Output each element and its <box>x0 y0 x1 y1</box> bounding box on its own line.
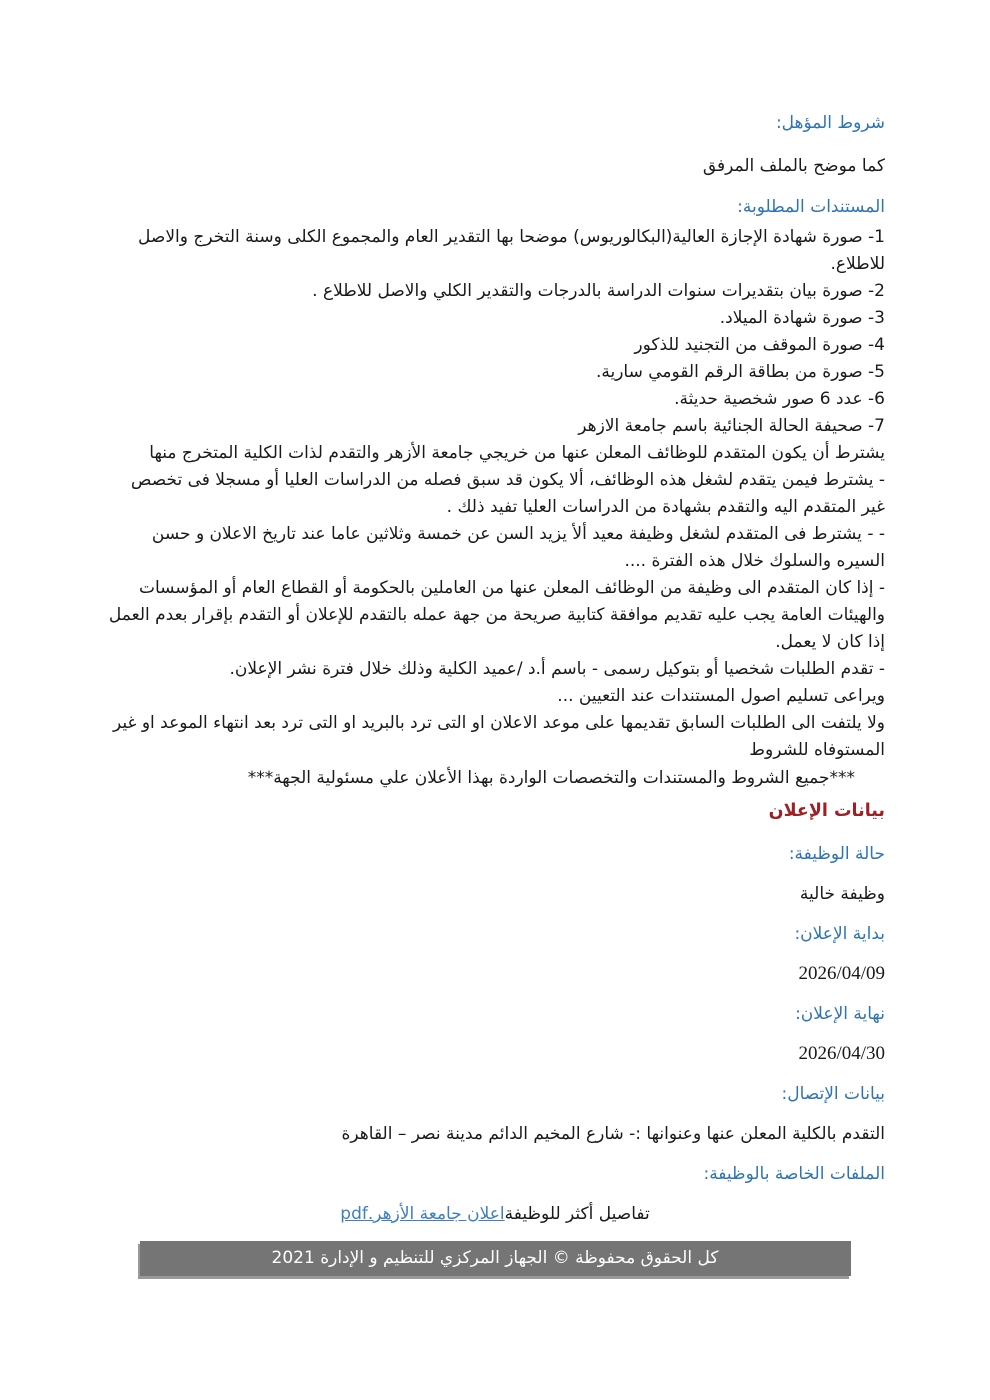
job-file-line <box>105 1203 885 1225</box>
required-document-item: 1- صورة شهادة الإجازة العالية(البكالوريوس) موضحا بها التقدير العام والمجموع الكلى وسنة التخرج والاصل للاطلاع. <box>138 227 885 274</box>
job-files-label: الملفات الخاصة بالوظيفة: <box>703 1164 885 1184</box>
required-document-item: 7- صحيفة الحالة الجنائية باسم جامعة الازهر <box>578 416 885 436</box>
contact-info-label: بيانات الإتصال: <box>781 1084 885 1104</box>
disclaimer-note: ***جميع الشروط والمستندات والتخصصات الواردة بهذا الأعلان علي مسئولية الجهة*** <box>247 768 855 788</box>
announcement-end-date: 2026/04/30 <box>798 1043 885 1064</box>
condition-paragraph: - تقدم الطلبات شخصيا أو بتوكيل رسمى - باسم أ.د /عميد الكلية وذلك خلال فترة نشر الإعلان. <box>229 659 885 679</box>
contact-info-value: التقدم بالكلية المعلن عنها وعنوانها :- شارع المخيم الدائم مدينة نصر – القاهرة <box>341 1124 885 1144</box>
job-status-label: حالة الوظيفة: <box>788 844 885 864</box>
condition-paragraph: - - يشترط فى المتقدم لشغل وظيفة معيد ألأ يزيد السن عن خمسة وثلاثين عاما عند تاريخ الاعلان و حسن السيره والسلوك خلال هذه الفترة .... <box>151 524 885 571</box>
copyright-footer: كل الحقوق محفوظة © الجهاز المركزي للتنظيم و الإدارة 2021 <box>140 1241 851 1276</box>
required-documents-label: المستندات المطلوبة: <box>737 197 885 217</box>
condition-paragraph: - يشترط فيمن يتقدم لشغل هذه الوظائف، ألا يكون قد سبق فصله من الدراسات العليا أو مسجلا فى تخصص غير المتقدم اليه والتقدم بشهادة من الدراسات العليا تفيد ذلك . <box>130 470 885 517</box>
required-document-item: 4- صورة الموقف من التجنيد للذكور <box>634 335 885 355</box>
announcement-start-label: بداية الإعلان: <box>794 924 885 944</box>
condition-paragraph: - إذا كان المتقدم الى وظيفة من الوظائف المعلن عنها من العاملين بالحكومة أو القطاع العام أو المؤسسات والهيئات العامة يجب عليه تقديم موافقة كتابية صريحة من جهة عمله بالتقدم للإعلان أو التقدم بإقرار بعدم العمل إذا كان لا يعمل. <box>108 578 885 652</box>
more-details-text: تفاصيل أكثر للوظيفة <box>504 1204 650 1224</box>
application-conditions <box>105 440 885 764</box>
qualification-conditions-value: كما موضح بالملف المرفق <box>702 156 885 176</box>
required-document-item: 2- صورة بيان بتقديرات سنوات الدراسة بالدرجات والتقدير الكلي والاصل للاطلاع . <box>312 281 885 301</box>
required-documents-list <box>105 224 885 440</box>
condition-paragraph: ولا يلتفت الى الطلبات السابق تقديمها على موعد الاعلان او التى ترد بالبريد او التى ترد بعد انتهاء الموعد او غير المستوفاه للشروط <box>113 713 885 760</box>
required-document-item: 3- صورة شهادة الميلاد. <box>719 308 885 328</box>
announcement-fields <box>105 843 885 1185</box>
condition-paragraph: يشترط أن يكون المتقدم للوظائف المعلن عنها من خريجي جامعة الأزهر والتقدم لذات الكلية المتخرج منها <box>149 443 885 463</box>
required-document-item: 6- عدد 6 صور شخصية حديثة. <box>674 389 885 409</box>
qualification-conditions-label: شروط المؤهل: <box>775 113 885 133</box>
job-status-value: وظيفة خالية <box>799 884 885 904</box>
required-document-item: 5- صورة من بطاقة الرقم القومي سارية. <box>595 362 885 382</box>
job-pdf-link[interactable]: اعلان جامعة الأزهر.pdf <box>340 1204 505 1224</box>
announcement-data-heading: بيانات الإعلان <box>768 801 885 821</box>
announcement-end-label: نهاية الإعلان: <box>795 1004 885 1024</box>
condition-paragraph: ويراعى تسليم اصول المستندات عند التعيين ... <box>557 686 885 706</box>
announcement-start-date: 2026/04/09 <box>798 963 885 984</box>
